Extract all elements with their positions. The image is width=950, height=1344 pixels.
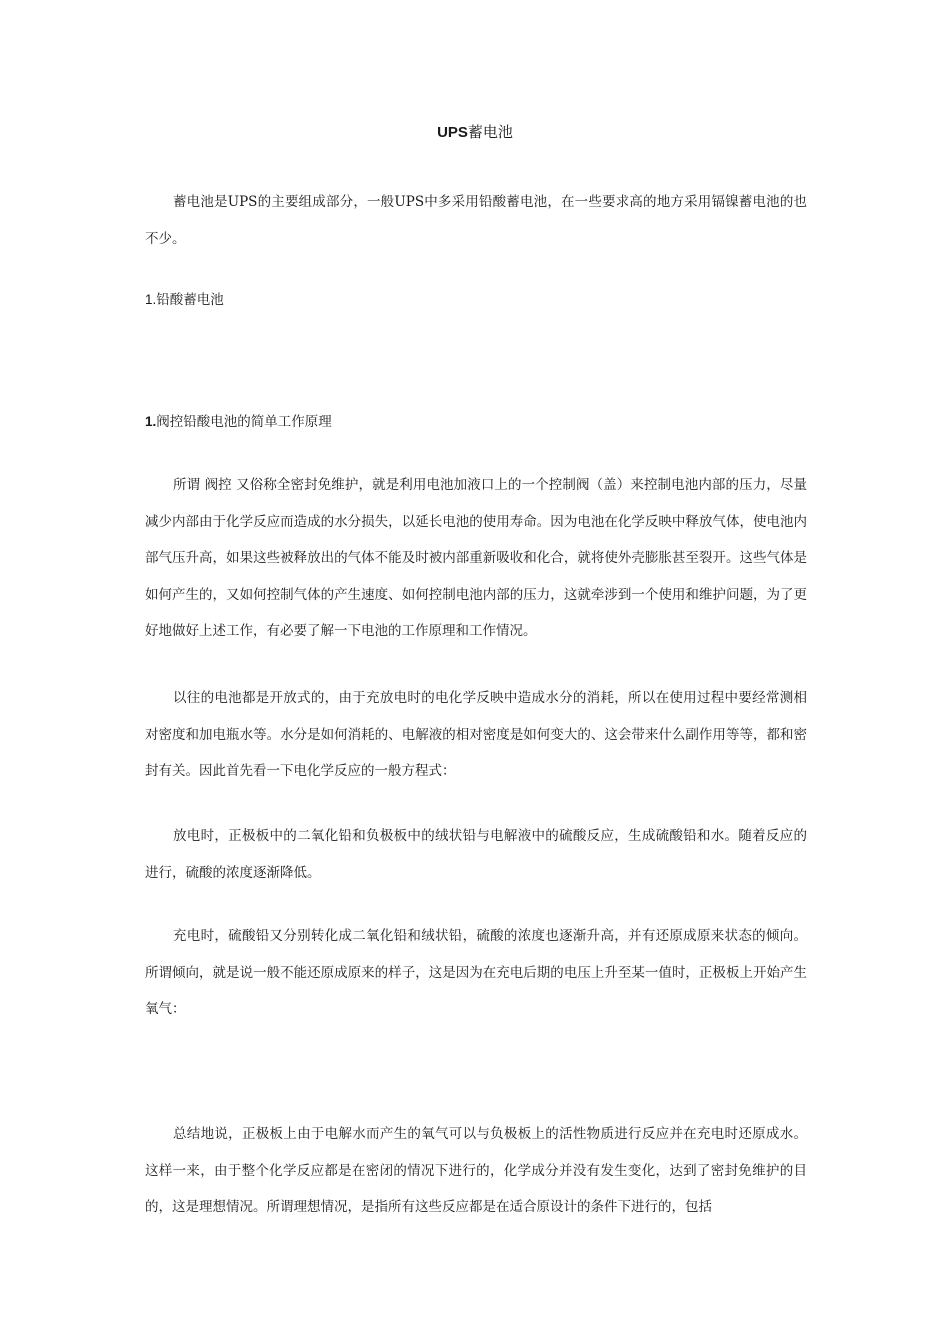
title-latin: UPS	[437, 124, 468, 141]
subsection-number: 1.	[145, 414, 157, 429]
intro-paragraph: 蓄电池是UPS的主要组成部分，一般UPS中多采用铅酸蓄电池，在一些要求高的地方采用镉镍蓄电池的也不少。	[145, 194, 807, 247]
title-cjk: 蓄电池	[467, 123, 513, 141]
section-label: 铅酸蓄电池	[156, 292, 224, 308]
paragraph-open-battery: 以往的电池都是开放式的，由于充放电时的电化学反映中造成水分的消耗，所以在使用过程中要经常测相对密度和加电瓶水等。水分是如何消耗的、电解液的相对密度是如何变大的、这会带来什么副作用等等，都和密封有关。因此首先看一下电化学反应的一般方程式：	[145, 690, 807, 779]
paragraph-valve-control: 所谓 阀控 又俗称全密封免维护，就是利用电池加液口上的一个控制阀（盖）来控制电池内部的压力，尽量减少内部由于化学反应而造成的水分损失，以延长电池的使用寿命。因为电池在化学反映中释放气体，使电池内部气压升高，如果这些被释放出的气体不能及时被内部重新吸收和化合，就将使外壳膨胀甚至裂开。这些气体是如何产生的，又如何控制气体的产生速度、如何控制电池内部的压力，这就牵涉到一个使用和维护问题，为了更好地做好上述工作，有必要了解一下电池的工作原理和工作情况。	[145, 477, 807, 639]
paragraph-summary: 总结地说，正极板上由于电解水而产生的氧气可以与负极板上的活性物质进行反应并在充电时还原成水。这样一来，由于整个化学反应都是在密闭的情况下进行的，化学成分并没有发生变化，达到了密封免维护的目的，这是理想情况。所谓理想情况，是指所有这些反应都是在适合原设计的条件下进行的，包括	[145, 1126, 807, 1215]
section-heading-lead-acid	[145, 290, 807, 310]
section-number: 1.	[145, 292, 157, 307]
paragraph-charge: 充电时，硫酸铅又分别转化成二氧化铅和绒状铅，硫酸的浓度也逐渐升高，并有还原成原来状态的倾向。所谓倾向，就是说一般不能还原成原来的样子，这是因为在充电后期的电压上升至某一值时，正极板上开始产生氧气：	[145, 928, 807, 1017]
subsection-label: 阀控铅酸电池的简单工作原理	[156, 414, 332, 430]
subsection-heading-vrla-principle	[145, 412, 807, 432]
paragraph-discharge: 放电时，正极板中的二氧化铅和负极板中的绒状铅与电解液中的硫酸反应，生成硫酸铅和水。随着反应的进行，硫酸的浓度逐渐降低。	[145, 828, 807, 881]
document-title	[0, 122, 950, 143]
